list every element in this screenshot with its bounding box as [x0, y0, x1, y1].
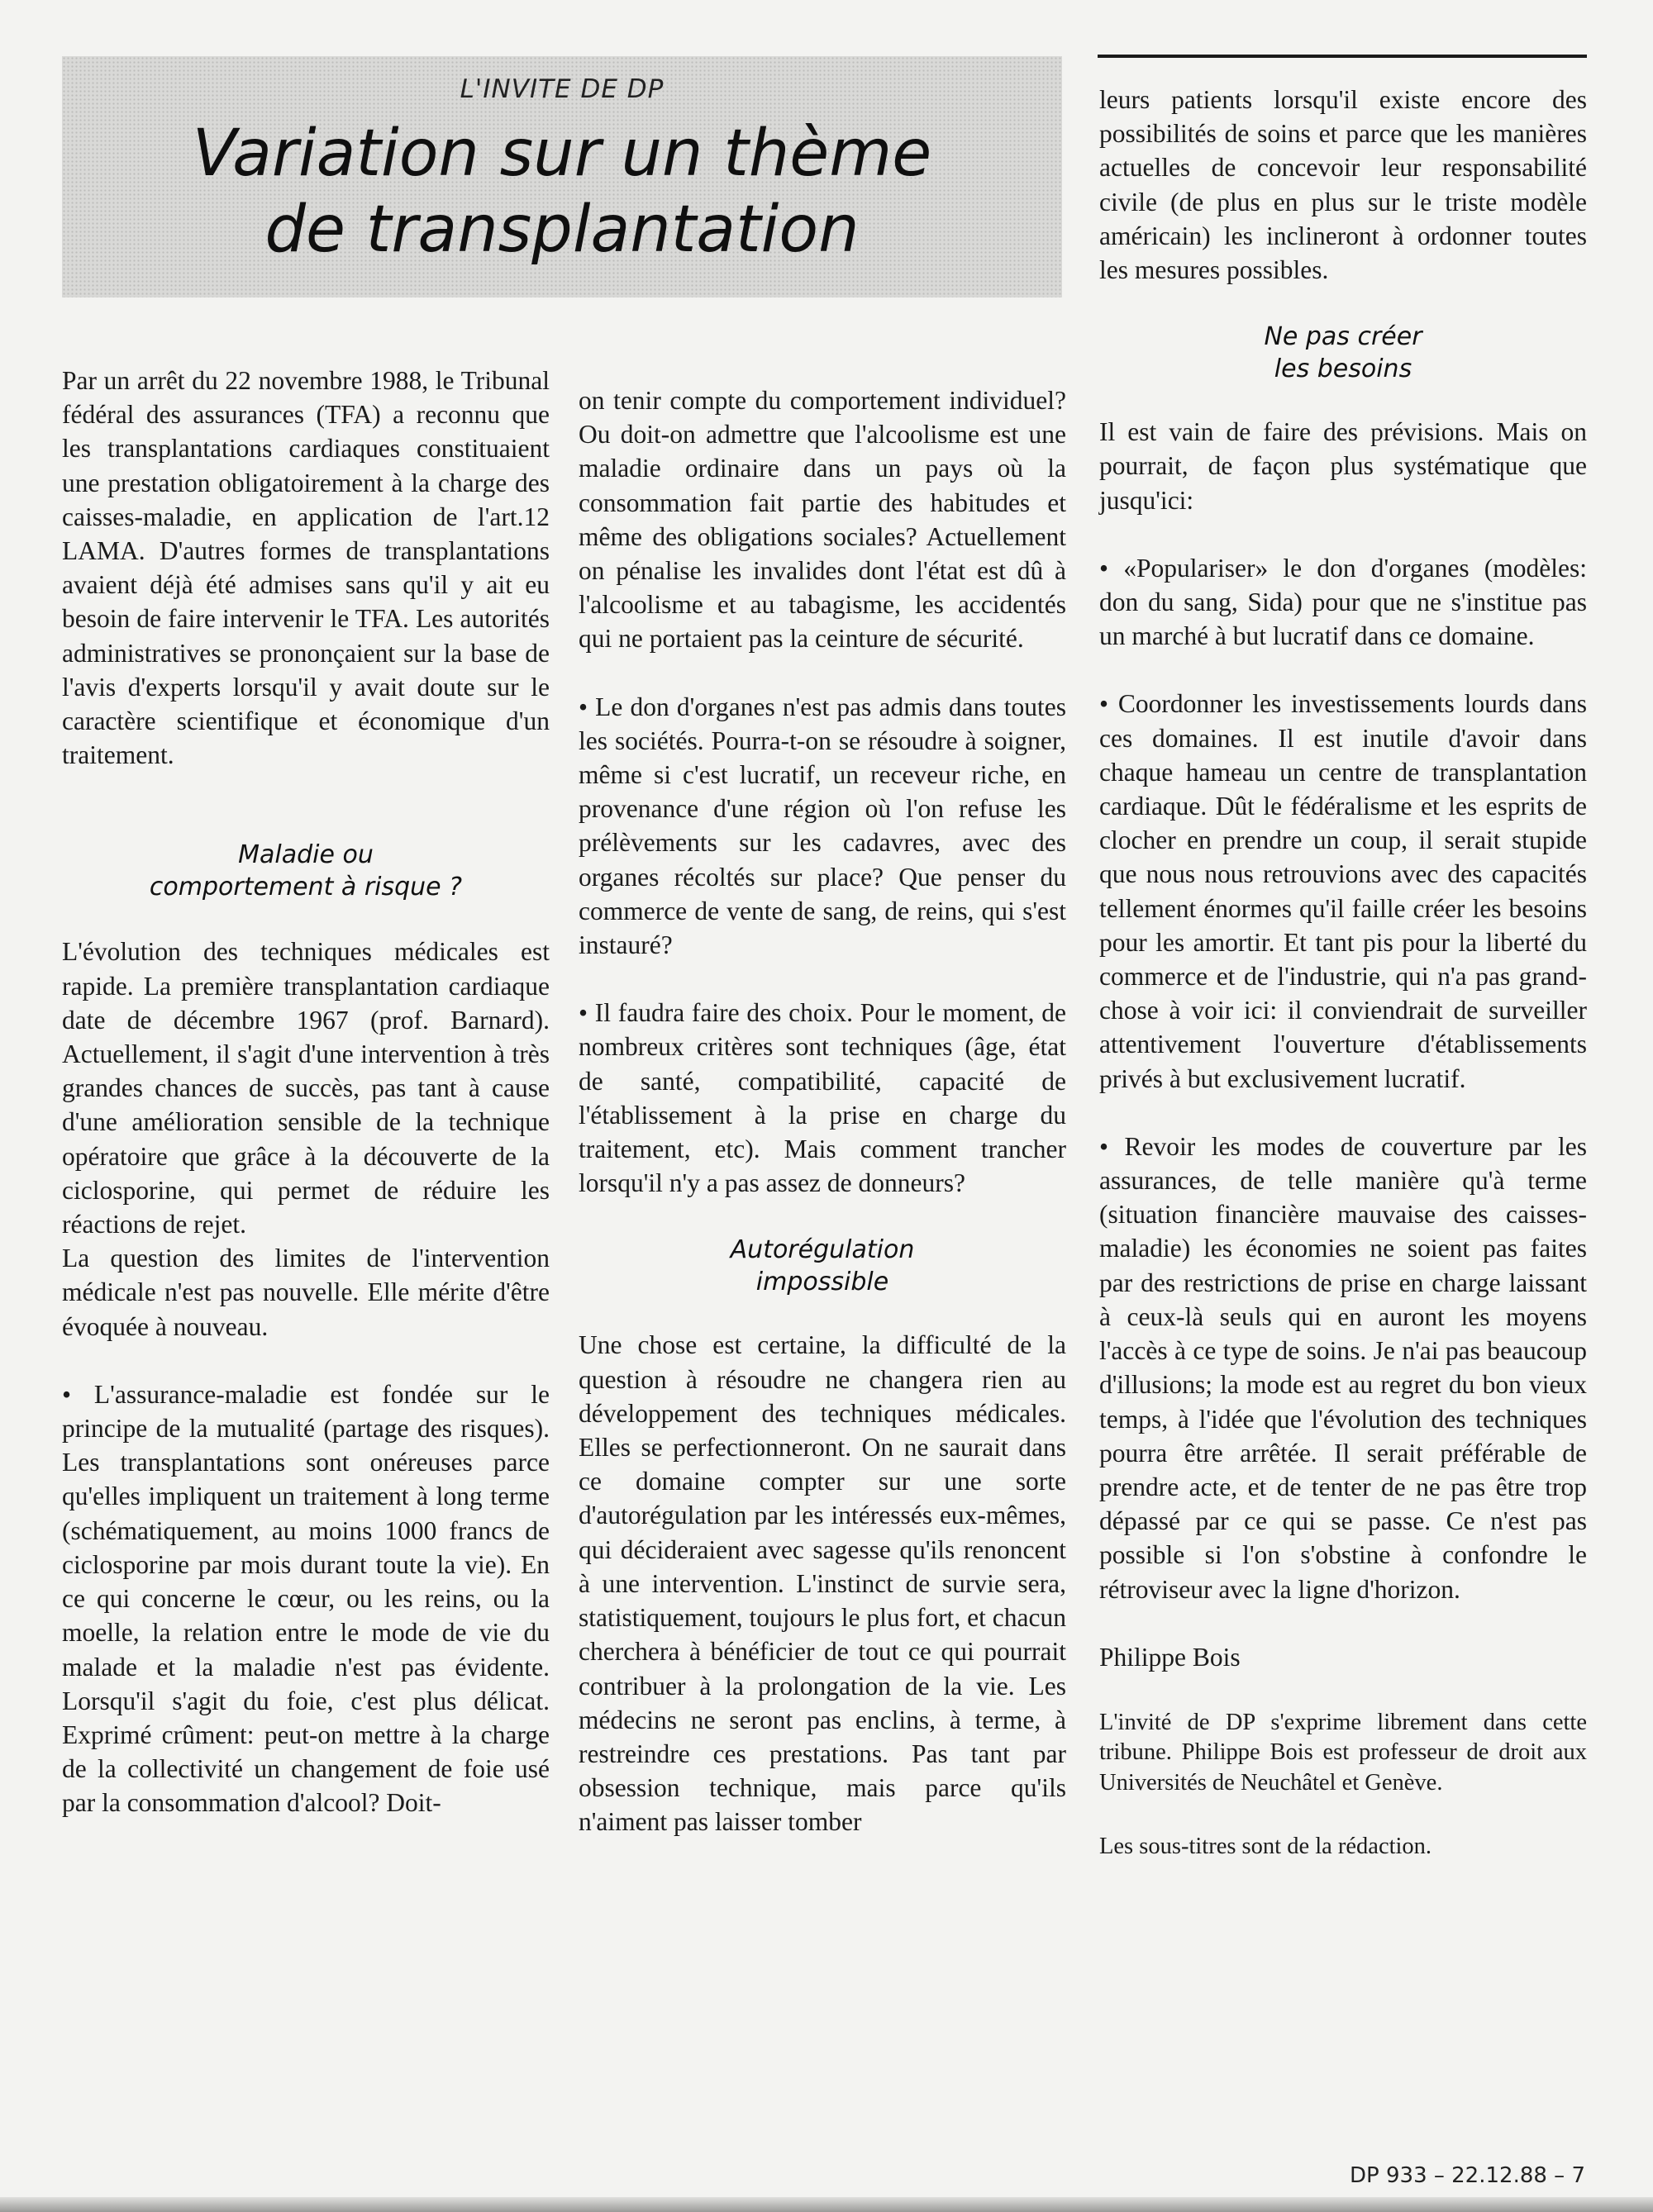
scan-bottom-edge: [0, 2197, 1653, 2212]
paragraph: Une chose est certaine, la difficulté de la question à résoudre ne changera rien au développement des techniques médicales. Elles se perfectionneront. On ne saurait dans ce domaine compter sur une sorte d'autorégulation par les intéressés eux-mêmes, qui décideraient avec sagesse qu'ils renoncent à une intervention. L'instinct de survie sera, statistiquement, toujours le plus fort, et chacun cherchera à bénéficier de tout ce qui pourrait contribuer à la prolongation de la vie. Les médecins ne seront pas enclins, à terme, à restreindre ces prestations. Pas tant par obsession technique, mais parce qu'ils n'aiment pas laisser tomber: [579, 1330, 1066, 1837]
title-line-2: de transplantation: [264, 193, 860, 267]
paragraph: on tenir compte du comportement individuel? Ou doit-on admettre que l'alcoolisme est une maladie ordinaire dans un pays où la consommation fait partie des habitudes et même des obligations sociales? Actuellement on pénalise les invalides dont l'état est dû à l'alcoolisme et au tabagisme, les accidentés qui ne portaient pas la ceinture de sécurité.: [579, 386, 1066, 654]
section-kicker: L'INVITE DE DP: [460, 74, 665, 104]
subheading: [1099, 321, 1587, 385]
title-line-1: Variation sur un thème: [192, 117, 932, 191]
top-rule: [1098, 55, 1587, 58]
subheading-line: impossible: [755, 1268, 889, 1297]
paragraph: Par un arrêt du 22 novembre 1988, le Tribunal fédéral des assurances (TFA) a reconnu que les transplantations cardiaques constituaient une prestation obligatoirement à la charge des caisses-maladie, en application de l'art.12 LAMA. D'autres formes de transplantations avaient déjà été admises sans qu'il y ait eu besoin de faire intervenir le TFA. Les autorités administratives se prononçaient sur la base de l'avis d'experts lorsqu'il y avait doute sur le caractère scientifique et économique d'un traitement.: [62, 366, 550, 770]
page-folio: DP 933 – 22.12.88 – 7: [1350, 2163, 1585, 2188]
column-2: [579, 383, 1066, 1873]
subheading-line: Autorégulation: [730, 1235, 915, 1265]
bullet-paragraph: • Le don d'organes n'est pas admis dans toutes les sociétés. Pourra-t-on se résoudre à soigner, même si c'est lucratif, un receveur riche, en provenance d'une région où l'on refuse les prélèvements sur les cadavres, avec des organes récoltés sur place? Que penser du commerce de vente de sang, de reins, qui s'est instauré?: [579, 692, 1066, 960]
column-3: [1099, 83, 1587, 1896]
bullet-paragraph: • L'assurance-maladie est fondée sur le principe de la mutualité (partage des risques). Les transplantations sont onéreuses parce qu'elles impliquent un traitement à long terme (schématiquement, au moins 1000 francs de ciclosporine par mois durant toute la vie). En ce qui concerne le cœur, ou les reins, ou la moelle, la relation entre le mode de vie du malade et la maladie n'est pas évidente. Lorsqu'il s'agit du foie, c'est plus délicat. Exprimé crûment: peut-on mettre à la charge de la collectivité un changement de foie usé par la consommation d'alcool? Doit-: [62, 1379, 550, 1818]
subheading: [62, 839, 550, 903]
article-title: [62, 116, 1062, 268]
subheading-line: Maladie ou: [238, 840, 374, 870]
paragraph: leurs patients lorsqu'il existe encore des possibilités de soins et parce que les manières actuelles de concevoir leur responsabilité civile (de plus en plus sur le triste modèle américain) les inclineront à ordonner toutes les mesures possibles.: [1099, 85, 1587, 285]
bullet-paragraph: • Revoir les modes de couverture par les assurances, de telle manière qu'à terme (situation financière mauvaise des caisses-maladie) les économies ne soient pas faites par des restrictions de prise en charge laissant à ceux-là seuls qui en auront les moyens l'accès à ce type de soins. Je n'ai pas beaucoup d'illusions; la mode est au regret du bon vieux temps, à l'idée que l'évolution des techniques pourra être arrêtée. Il serait préférable de prendre acte, et de tenter de ne pas être trop dépassé par ce qui se passe. Ce n'est pas possible si l'on s'obstine à confondre le rétroviseur avec la ligne d'horizon.: [1099, 1131, 1587, 1604]
bullet-paragraph: • Il faudra faire des choix. Pour le moment, de nombreux critères sont techniques (âge, état de santé, compatibilité, capacité de l'établissement à la prise en charge du traitement, etc). Mais comment trancher lorsqu'il n'y a pas assez de donneurs?: [579, 998, 1066, 1198]
spacer: [579, 1298, 1066, 1328]
subheading-line: comportement à risque ?: [149, 873, 463, 902]
spacer: [1099, 385, 1587, 415]
author-signature: Philippe Bois: [1099, 1642, 1241, 1672]
subheading-line: Ne pas créer: [1264, 322, 1422, 352]
editorial-note: Les sous-titres sont de la rédaction.: [1099, 1834, 1432, 1860]
bullet-paragraph: • «Populariser» le don d'organes (modèles: don du sang, Sida) pour que ne s'institue pas un marché à but lucratif dans ce domaine.: [1099, 553, 1587, 651]
spacer: [62, 806, 550, 839]
paragraph: Il est vain de faire des prévisions. Mais on pourrait, de façon plus systématique que jusqu'ici:: [1099, 417, 1587, 515]
spacer: [62, 903, 550, 935]
paragraph: La question des limites de l'intervention médicale n'est pas nouvelle. Elle mérite d'être évoquée à nouveau.: [62, 1244, 550, 1341]
header-box: [62, 56, 1062, 297]
bullet-paragraph: • Coordonner les investissements lourds dans ces domaines. Il est inutile d'avoir dans chaque hameau un centre de transplantation cardiaque. Dût le fédéralisme et les esprits de clocher en prendre un coup, il serait stupide que nous nous retrouvions avec des capacités tellement énormes qu'il faille créer les besoins pour les amortir. Et tant pis pour la liberté du commerce et de l'industrie, qui n'a pas grand-chose à voir ici: il conviendrait de surveiller attentivement l'ouverture d'établissements privés à but exclusivement lucratif.: [1099, 689, 1587, 1093]
paragraph: L'évolution des techniques médicales est rapide. La première transplantation cardiaque date de décembre 1967 (prof. Barnard). Actuellement, il s'agit d'une intervention à très grandes chances de succès, pas tant à cause d'une amélioration sensible de la technique opératoire que grâce à la découverte de la ciclosporine, qui permet de réduire les réactions de rejet.: [62, 937, 550, 1239]
column-1: [62, 364, 550, 1854]
subheading-line: les besoins: [1274, 354, 1412, 384]
author-note: L'invité de DP s'exprime librement dans cette tribune. Philippe Bois est professeur de droit aux Universités de Neuchâtel et Genève.: [1099, 1709, 1587, 1796]
subheading: [579, 1234, 1066, 1298]
